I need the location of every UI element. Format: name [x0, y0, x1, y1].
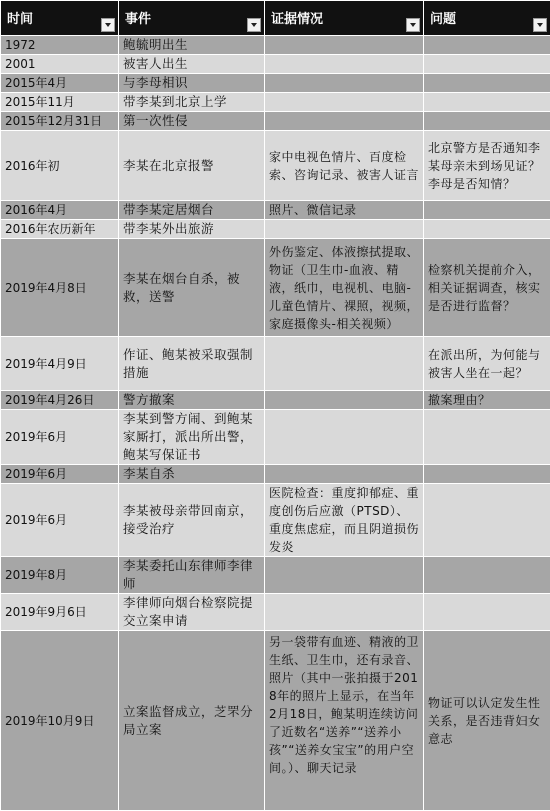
- table-row: [1, 391, 550, 410]
- cell-issue[interactable]: 检察机关提前介入，相关证据调查，核实是否进行监督？: [424, 239, 550, 337]
- cell-evidence[interactable]: [265, 74, 424, 93]
- cell-time[interactable]: 1972: [1, 36, 119, 55]
- cell-evidence[interactable]: [265, 36, 424, 55]
- cell-event[interactable]: 李某在烟台自杀，被救，送警: [119, 239, 265, 337]
- header-evidence: [265, 1, 424, 36]
- cell-time[interactable]: 2019年6月: [1, 410, 119, 465]
- cell-time[interactable]: 2016年4月: [1, 201, 119, 220]
- cell-evidence[interactable]: [265, 465, 424, 484]
- cell-issue[interactable]: [424, 55, 550, 74]
- cell-issue[interactable]: [424, 465, 550, 484]
- cell-time[interactable]: 2015年4月: [1, 74, 119, 93]
- cell-event[interactable]: 李某自杀: [119, 465, 265, 484]
- cell-issue[interactable]: 物证可以认定发生性关系，是否违背妇女意志: [424, 631, 550, 811]
- cell-time[interactable]: 2016年初: [1, 131, 119, 201]
- table-row: [1, 112, 550, 131]
- cell-issue[interactable]: [424, 557, 550, 594]
- table-row: [1, 631, 550, 811]
- cell-evidence[interactable]: [265, 220, 424, 239]
- cell-event[interactable]: 李律师向烟台检察院提交立案申请: [119, 594, 265, 631]
- cell-evidence[interactable]: 医院检查：重度抑郁症、重度创伤后应激（PTSD）、重度焦虑症，而且阴道损伤发炎: [265, 484, 424, 557]
- header-time: [1, 1, 119, 36]
- header-event: [119, 1, 265, 36]
- cell-event[interactable]: 李某委托山东律师李律师: [119, 557, 265, 594]
- cell-event[interactable]: 立案监督成立，芝罘分局立案: [119, 631, 265, 811]
- cell-evidence[interactable]: [265, 557, 424, 594]
- cell-event[interactable]: 带李某外出旅游: [119, 220, 265, 239]
- cell-issue[interactable]: [424, 112, 550, 131]
- table-row: [1, 220, 550, 239]
- cell-issue[interactable]: [424, 201, 550, 220]
- header-event-label: 事件: [125, 11, 151, 29]
- cell-time[interactable]: 2019年6月: [1, 465, 119, 484]
- header-issue: [424, 1, 550, 36]
- cell-evidence[interactable]: [265, 337, 424, 391]
- cell-time[interactable]: 2019年4月9日: [1, 337, 119, 391]
- cell-time[interactable]: 2019年10月9日: [1, 631, 119, 811]
- table-row: [1, 594, 550, 631]
- cell-evidence[interactable]: 照片、微信记录: [265, 201, 424, 220]
- cell-time[interactable]: 2016年农历新年: [1, 220, 119, 239]
- cell-event[interactable]: 作证、鲍某被采取强制措施: [119, 337, 265, 391]
- filter-dropdown-icon[interactable]: [247, 18, 261, 32]
- cell-event[interactable]: 带李某到北京上学: [119, 93, 265, 112]
- cell-time[interactable]: 2019年4月26日: [1, 391, 119, 410]
- cell-time[interactable]: 2019年8月: [1, 557, 119, 594]
- cell-time[interactable]: 2019年9月6日: [1, 594, 119, 631]
- table-row: [1, 201, 550, 220]
- cell-issue[interactable]: [424, 594, 550, 631]
- cell-time[interactable]: 2015年12月31日: [1, 112, 119, 131]
- cell-issue[interactable]: [424, 220, 550, 239]
- table-row: [1, 557, 550, 594]
- cell-event[interactable]: 鲍毓明出生: [119, 36, 265, 55]
- cell-issue[interactable]: 在派出所，为何能与被害人坐在一起？: [424, 337, 550, 391]
- cell-evidence[interactable]: [265, 410, 424, 465]
- cell-evidence[interactable]: [265, 93, 424, 112]
- table-row: [1, 465, 550, 484]
- header-issue-label: 问题: [430, 11, 456, 29]
- table-row: [1, 36, 550, 55]
- cell-issue[interactable]: [424, 74, 550, 93]
- table-row: [1, 410, 550, 465]
- header-evidence-label: 证据情况: [271, 11, 323, 29]
- header-time-label: 时间: [7, 11, 33, 29]
- cell-evidence[interactable]: 另一袋带有血迹、精液的卫生纸、卫生巾，还有录音、照片（其中一张拍摄于2018年的照片上显示，在当年2月18日，鲍某明连续访问了近数名“送养”“送养小孩”“送养女宝宝”的用户空间。）、聊天记录: [265, 631, 424, 811]
- cell-event[interactable]: 警方撤案: [119, 391, 265, 410]
- cell-time[interactable]: 2015年11月: [1, 93, 119, 112]
- filter-dropdown-icon[interactable]: [406, 18, 420, 32]
- table-row: [1, 55, 550, 74]
- cell-issue[interactable]: 北京警方是否通知李某母亲未到场见证？李母是否知情？: [424, 131, 550, 201]
- table-row: [1, 131, 550, 201]
- cell-evidence[interactable]: [265, 55, 424, 74]
- cell-event[interactable]: 与李母相识: [119, 74, 265, 93]
- cell-evidence[interactable]: [265, 391, 424, 410]
- table-row: [1, 74, 550, 93]
- cell-time[interactable]: 2001: [1, 55, 119, 74]
- filter-dropdown-icon[interactable]: [533, 18, 547, 32]
- table-row: [1, 484, 550, 557]
- cell-issue[interactable]: 撤案理由？: [424, 391, 550, 410]
- table-row: [1, 337, 550, 391]
- cell-issue[interactable]: [424, 36, 550, 55]
- cell-evidence[interactable]: 家中电视色情片、百度检索、咨询记录、被害人证言: [265, 131, 424, 201]
- cell-time[interactable]: 2019年4月8日: [1, 239, 119, 337]
- cell-event[interactable]: 带李某定居烟台: [119, 201, 265, 220]
- cell-event[interactable]: 李某到警方闹、到鲍某家厮打，派出所出警，鲍某写保证书: [119, 410, 265, 465]
- cell-evidence[interactable]: [265, 112, 424, 131]
- cell-event[interactable]: 被害人出生: [119, 55, 265, 74]
- cell-issue[interactable]: [424, 93, 550, 112]
- header-row: [1, 1, 550, 36]
- cell-time[interactable]: 2019年6月: [1, 484, 119, 557]
- cell-event[interactable]: 李某在北京报警: [119, 131, 265, 201]
- table-row: [1, 239, 550, 337]
- cell-issue[interactable]: [424, 484, 550, 557]
- cell-issue[interactable]: [424, 410, 550, 465]
- filter-dropdown-icon[interactable]: [101, 18, 115, 32]
- cell-evidence[interactable]: [265, 594, 424, 631]
- cell-event[interactable]: 李某被母亲带回南京，接受治疗: [119, 484, 265, 557]
- table-row: [1, 93, 550, 112]
- cell-evidence[interactable]: 外伤鉴定、体液擦拭提取、物证（卫生巾-血液、精液，纸巾，电视机、电脑-儿童色情片、裸照，视频，家庭摄像头-相关视频）: [265, 239, 424, 337]
- cell-event[interactable]: 第一次性侵: [119, 112, 265, 131]
